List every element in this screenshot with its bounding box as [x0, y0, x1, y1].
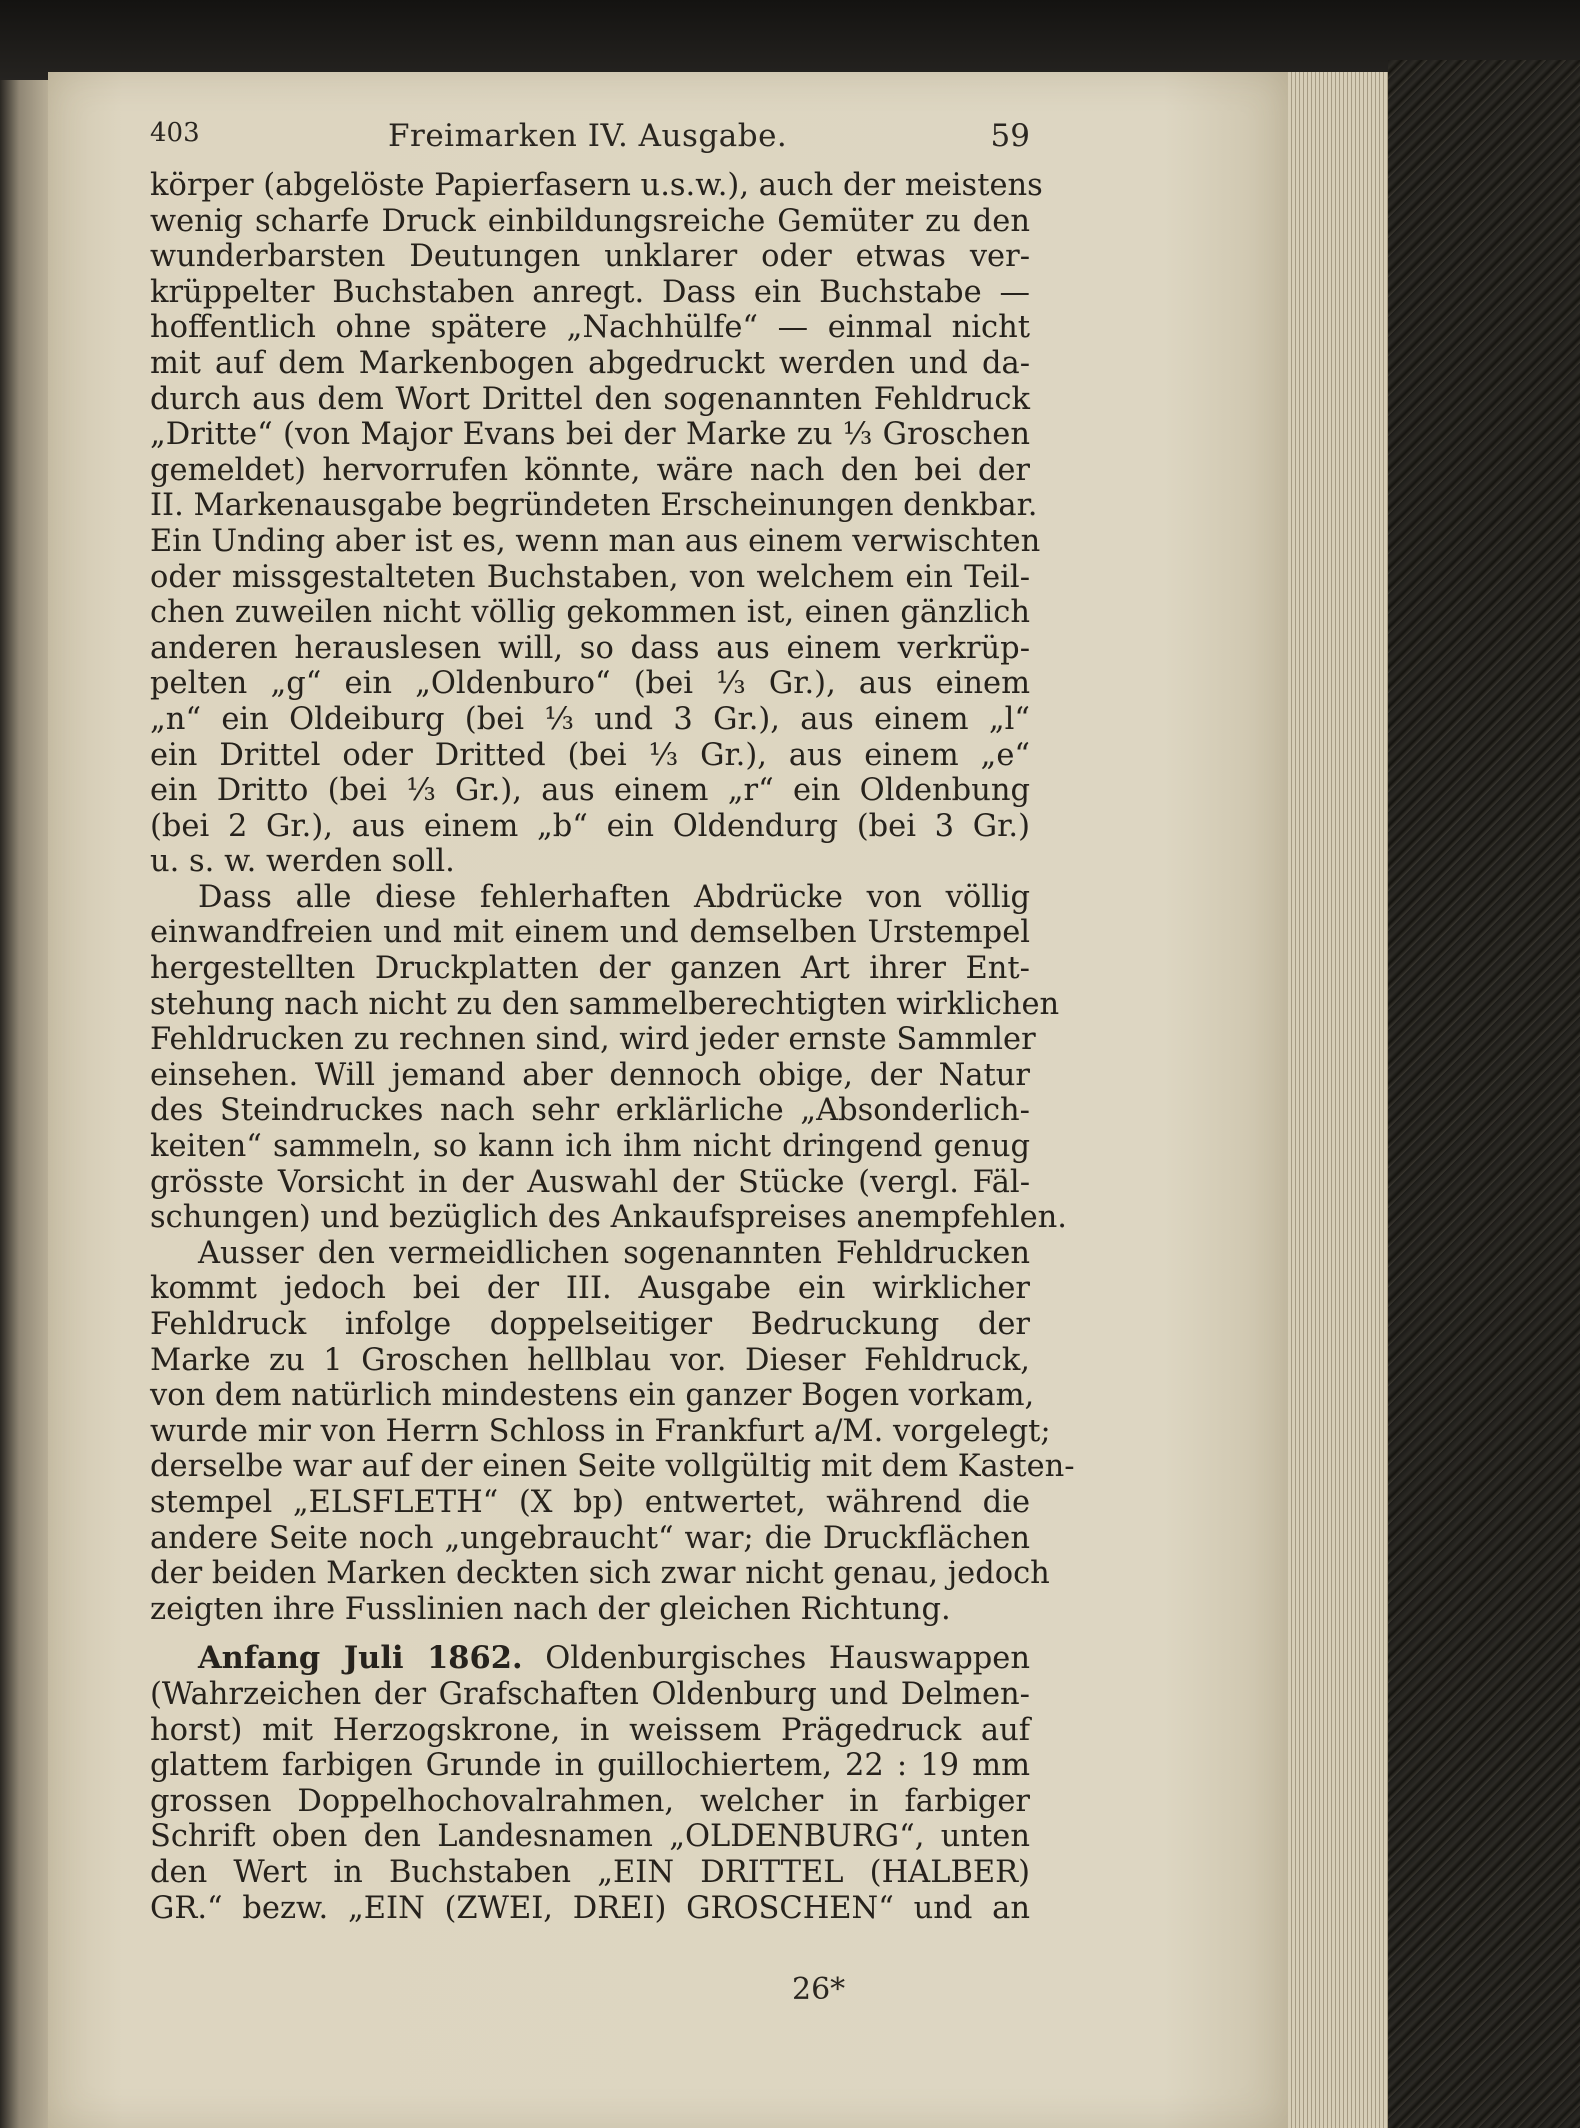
- top-shadow-band: [0, 0, 1580, 80]
- text-line: GR.“ bezw. „EIN (ZWEI, DREI) GROSCHEN“ und an: [150, 1890, 1030, 1926]
- text-line: Ein Unding aber ist es, wenn man aus einem verwischten: [150, 523, 1041, 559]
- text-line: der beiden Marken deckten sich zwar nicht genau, jedoch: [150, 1556, 1050, 1592]
- text-line: ein Dritto (bei ⅓ Gr.), aus einem „r“ ein Oldenbung: [150, 773, 1030, 809]
- text-line: Schrift oben den Landesnamen „OLDENBURG“, unten: [150, 1819, 1030, 1855]
- text-line: stempel „ELSFLETH“ (X bp) entwertet, während die: [150, 1484, 1030, 1520]
- text-line: chen zuweilen nicht völlig gekommen ist, einen gänzlich: [150, 595, 1030, 631]
- text-line: von dem natürlich mindestens ein ganzer Bogen vorkam,: [150, 1378, 1035, 1414]
- section-first-line: [150, 1641, 1030, 1677]
- signature-mark: 26*: [792, 1972, 846, 2007]
- text-line: (Wahrzeichen der Grafschaften Oldenburg und Delmen-: [150, 1676, 1030, 1712]
- text-line: derselbe war auf der einen Seite vollgültig mit dem Kasten-: [150, 1449, 1075, 1485]
- text-line: Fehldrucken zu rechnen sind, wird jeder ernste Sammler: [150, 1022, 1036, 1058]
- text-line: Ausser den vermeidlichen sogenannten Fehldrucken: [198, 1235, 1030, 1271]
- text-line: „Dritte“ (von Major Evans bei der Marke zu ⅓ Groschen: [150, 417, 1030, 453]
- body-text: [150, 168, 1075, 1926]
- text-line: grösste Vorsicht in der Auswahl der Stücke (vergl. Fäl-: [150, 1164, 1030, 1200]
- text-line: andere Seite noch „ungebraucht“ war; die Druckflächen: [150, 1520, 1030, 1556]
- text-line: Fehldruck infolge doppelseitiger Bedruckung der: [150, 1307, 1030, 1342]
- text-line: ein Drittel oder Dritted (bei ⅓ Gr.), aus einem „e“: [150, 737, 1030, 773]
- page-stack-edges: [1288, 72, 1388, 2128]
- text-line: hoffentlich ohne spätere „Nachhülfe“ — einmal nicht: [150, 310, 1030, 346]
- text-line: krüppelter Buchstaben anregt. Dass ein Buchstabe —: [150, 274, 1030, 310]
- text-line: anderen herauslesen will, so dass aus einem verkrüp-: [150, 630, 1030, 666]
- text-line: zeigten ihre Fusslinien nach der gleichen Richtung.: [150, 1591, 951, 1627]
- text-line: Dass alle diese fehlerhaften Abdrücke von völlig: [198, 879, 1030, 915]
- page-number: 59: [990, 118, 1030, 154]
- text-line: körper (abgelöste Papierfasern u.s.w.), auch der meistens: [150, 168, 1043, 203]
- text-line: einsehen. Will jemand aber dennoch obige, der Natur: [150, 1057, 1030, 1093]
- text-line: schungen) und bezüglich des Ankaufspreises anempfehlen.: [150, 1200, 1067, 1236]
- text-line: einwandfreien und mit einem und demselben Urstempel: [150, 915, 1030, 951]
- text-line: wenig scharfe Druck einbildungsreiche Gemüter zu den: [150, 203, 1030, 239]
- text-line: kommt jedoch bei der III. Ausgabe ein wirklicher: [150, 1271, 1030, 1307]
- text-line: (bei 2 Gr.), aus einem „b“ ein Oldendurg (bei 3 Gr.): [150, 808, 1030, 844]
- text-line: des Steindruckes nach sehr erklärliche „Absonderlich-: [150, 1093, 1030, 1129]
- section-heading: Anfang Juli 1862.: [198, 1640, 523, 1677]
- page-header: [150, 118, 1030, 162]
- book-cover-binding: [1388, 60, 1580, 2128]
- header-title: Freimarken IV. Ausgabe.: [388, 118, 788, 154]
- header-left-number: 403: [150, 118, 200, 148]
- text-line: durch aus dem Wort Drittel den sogenannten Fehldruck: [150, 381, 1030, 417]
- text-line: „n“ ein Oldeiburg (bei ⅓ und 3 Gr.), aus einem „l“: [150, 701, 1030, 737]
- text-line: glattem farbigen Grunde in guillochiertem, 22 : 19 mm: [150, 1748, 1030, 1784]
- text-line: horst) mit Herzogskrone, in weissem Prägedruck auf: [150, 1712, 1030, 1748]
- text-line: hergestellten Druckplatten der ganzen Art ihrer Ent-: [150, 951, 1030, 987]
- text-line: stehung nach nicht zu den sammelberechtigten wirklichen: [150, 986, 1060, 1022]
- text-line: pelten „g“ ein „Oldenburo“ (bei ⅓ Gr.), aus einem: [150, 666, 1030, 702]
- text-line: oder missgestalteten Buchstaben, von welchem ein Teil-: [150, 559, 1030, 595]
- text-line: gemeldet) hervorrufen könnte, wäre nach den bei der: [150, 452, 1030, 488]
- previous-page-edge: [0, 80, 48, 2128]
- text-line: mit auf dem Markenbogen abgedruckt werden und da-: [150, 345, 1030, 381]
- text-line: Marke zu 1 Groschen hellblau vor. Dieser Fehldruck,: [150, 1342, 1030, 1378]
- text-line: Oldenburgisches Hauswappen: [545, 1641, 1030, 1677]
- text-line: u. s. w. werden soll.: [150, 844, 455, 880]
- text-line: II. Markenausgabe begründeten Erscheinungen denkbar.: [150, 488, 1038, 524]
- text-line: keiten“ sammeln, so kann ich ihm nicht dringend genug: [150, 1129, 1030, 1165]
- text-line: wurde mir von Herrn Schloss in Frankfurt a/M. vorgelegt;: [150, 1413, 1051, 1449]
- text-line: grossen Doppelhochovalrahmen, welcher in farbiger: [150, 1783, 1030, 1819]
- text-line: den Wert in Buchstaben „EIN DRITTEL (HALBER): [150, 1854, 1030, 1890]
- text-line: wunderbarsten Deutungen unklarer oder etwas ver-: [150, 239, 1030, 275]
